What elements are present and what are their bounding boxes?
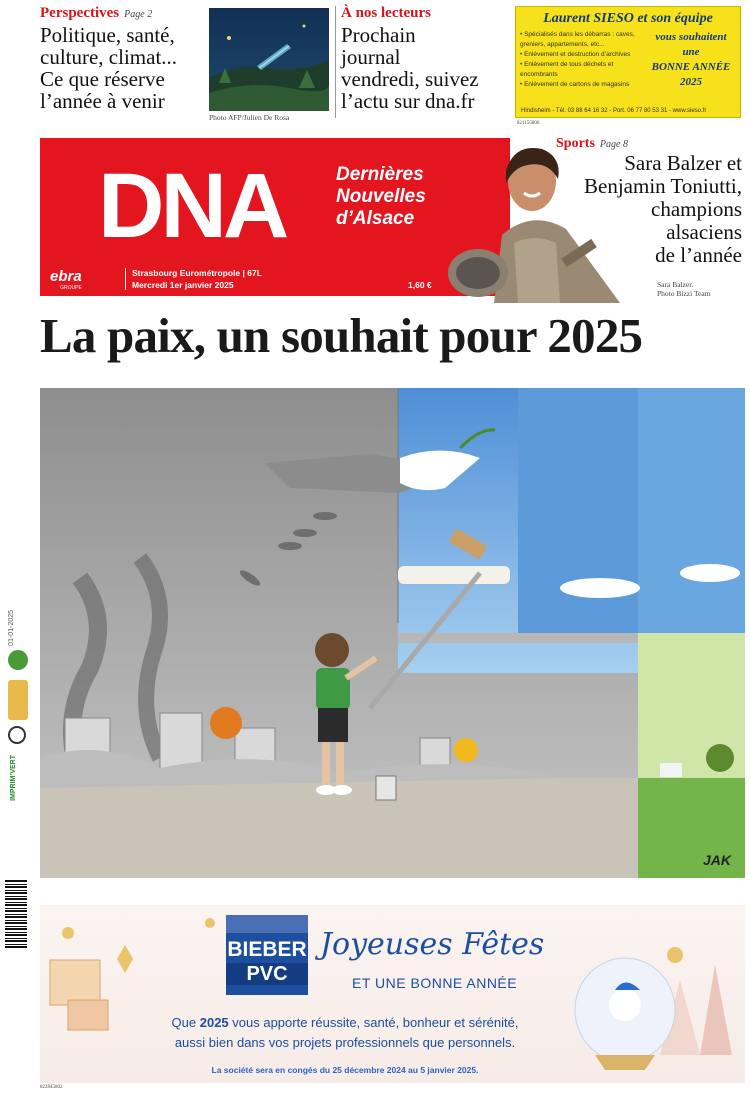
ad-footer: Hindisheim - Tél. 03 88 64 16 32 - Port. 06 77 80 53 31 - www.sieso.fr (521, 108, 707, 114)
bieber-ad[interactable] (40, 905, 745, 1083)
ad-ref: 821155800 (517, 121, 540, 126)
date-code: 01-01-2025 (8, 610, 15, 646)
bieber-logo: BIEBER PVC (226, 915, 308, 995)
wish-text: Que 2025 vous apporte réussite, santé, bonheur et sérénité, aussi bien dans vos projets professionnels que personnels. (171, 1015, 519, 1050)
closure-notice: La société sera en congés du 25 décembre 2024 au 5 janvier 2025. (211, 1065, 479, 1075)
teaser-headline: Politique, santé, culture, climat... Ce que réserve l’année à venir (40, 23, 178, 113)
teaser-sports[interactable] (520, 136, 742, 267)
teaser-lecteurs[interactable] (341, 5, 511, 112)
peace-cartoon[interactable] (40, 388, 745, 878)
edition-label: Strasbourg Eurométropole | 67L (132, 268, 262, 278)
cartoonist-signature: JAK (702, 852, 731, 868)
ad-wish: vous souhaitent une BONNE ANNÉE 2025 (651, 31, 731, 88)
subgreeting: ET UNE BONNE ANNÉE (352, 975, 518, 991)
price: 1,60 € (408, 280, 432, 290)
ad-ref: 822845802 (40, 1085, 63, 1090)
divider (125, 268, 126, 290)
teaser-kicker: Perspectives Page 2 (40, 5, 153, 21)
sieso-ad[interactable] (515, 6, 741, 118)
masthead[interactable] (40, 138, 510, 296)
dna-logo: DNA (98, 155, 286, 257)
imprim-vert-label: IMPRIM’VERT (10, 755, 17, 801)
teaser-kicker: Sports Page 8 (556, 136, 628, 151)
greeting: Joyeuses Fêtes (320, 927, 545, 962)
ad-services: • Spécialisés dans les débarras : caves, greniers, appartements, etc... • Enlèvement et destruction d’archives • Enlèvement de tous déchets et encombrants • Enlèvement de cartons de magasins (520, 30, 646, 90)
paper-icon (8, 680, 28, 720)
main-headline[interactable]: La paix, un souhait pour 2025 (40, 308, 643, 363)
barcode (5, 880, 27, 948)
logo-subtitle: Dernières Nouvelles d’Alsace (336, 164, 426, 229)
ad-title: Laurent SIESO et son équipe (543, 11, 713, 26)
fireworks-illustration (209, 8, 329, 111)
teaser-perspectives[interactable] (40, 5, 200, 112)
teaser-headline: Prochain journal vendredi, suivez l’actu sur dna.fr (341, 23, 479, 113)
divider (335, 6, 336, 118)
teaser-kicker: À nos lecteurs (341, 5, 431, 21)
fireworks-photo[interactable] (209, 8, 329, 111)
recycle-icon (8, 650, 28, 670)
ebra-logo: ebra $_{GROUPE}$ (50, 268, 82, 291)
sports-caption: Sara Balzer. Photo Bizzi Team (657, 280, 711, 298)
cartoon-illustration (40, 388, 745, 878)
photo-caption: Photo AFP/Julien De Rosa (209, 113, 290, 122)
sort-icon (8, 726, 26, 744)
teaser-headline: Sara Balzer et Benjamin Toniutti, champions alsaciens de l’année (584, 151, 742, 267)
issue-date: Mercredi 1er janvier 2025 (132, 280, 234, 290)
